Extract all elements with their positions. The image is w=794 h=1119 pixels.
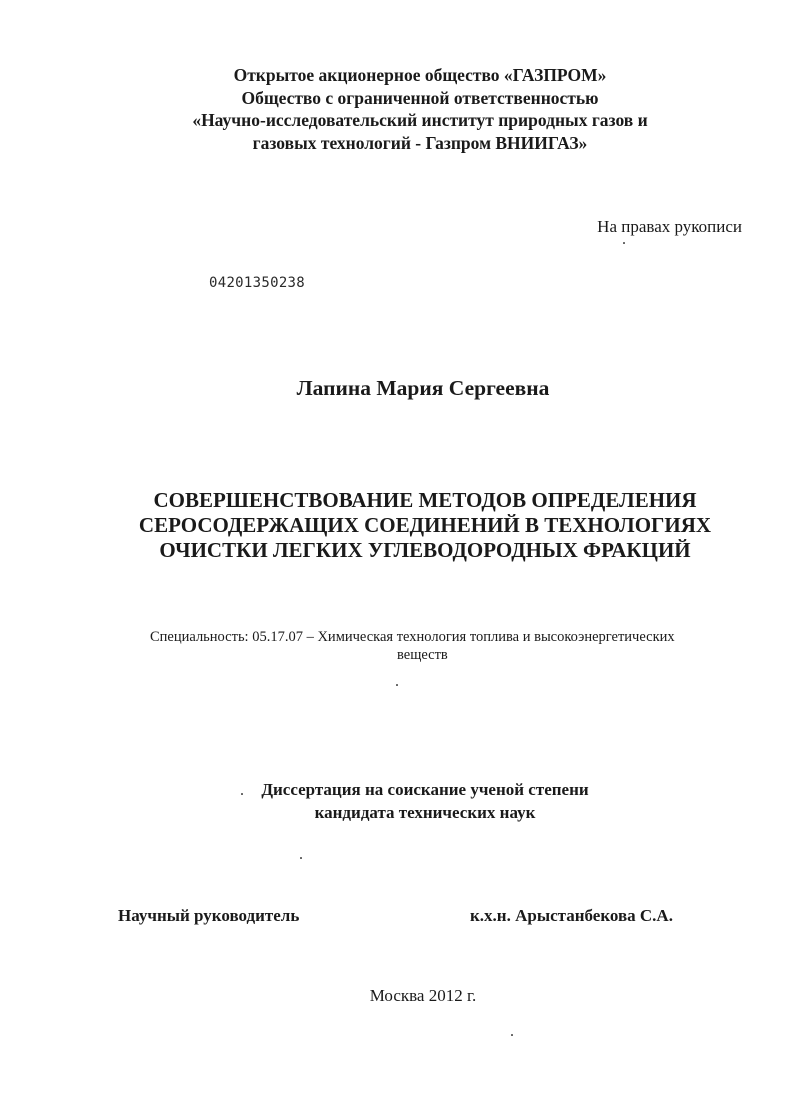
scan-speck xyxy=(511,1034,513,1036)
organization-line-2: Общество с ограниченной ответственностью xyxy=(241,87,599,108)
title-line-3: ОЧИСТКИ ЛЕГКИХ УГЛЕВОДОРОДНЫХ ФРАКЦИЙ xyxy=(159,538,691,562)
scan-speck xyxy=(623,242,625,244)
organization-line-4: газовых технологий - Газпром ВНИИГАЗ» xyxy=(252,132,588,153)
organization-header xyxy=(100,64,740,154)
specialty-line-2: веществ xyxy=(397,647,448,663)
degree-line-1: Диссертация на соискание ученой степени xyxy=(261,780,589,799)
degree-statement xyxy=(200,778,650,824)
author-name: Лапина Мария Сергеевна xyxy=(296,376,550,400)
rights-note: На правах рукописи xyxy=(597,217,742,236)
supervisor-label: Научный руководитель xyxy=(118,906,300,925)
specialty xyxy=(150,628,750,664)
organization-line-1: Открытое акционерное общество «ГАЗПРОМ» xyxy=(233,65,607,85)
registration-code: 04201350238 xyxy=(209,275,306,291)
degree-line-2: кандидата технических наук xyxy=(314,803,536,822)
organization-line-3: «Научно-исследовательский институт природных газов и xyxy=(192,110,648,130)
title-line-2: СЕРОСОДЕРЖАЩИХ СОЕДИНЕНИЙ В ТЕХНОЛОГИЯХ xyxy=(138,513,712,537)
specialty-line-1: Специальность: 05.17.07 – Химическая технология топлива и высокоэнергетических xyxy=(150,629,675,645)
dissertation-title xyxy=(90,488,760,563)
title-line-1: СОВЕРШЕНСТВОВАНИЕ МЕТОДОВ ОПРЕДЕЛЕНИЯ xyxy=(153,488,697,512)
city-year: Москва 2012 г. xyxy=(369,986,477,1005)
scan-speck xyxy=(300,857,302,859)
supervisor-name: к.х.н. Арыстанбекова С.А. xyxy=(470,906,673,925)
scan-speck xyxy=(396,684,398,686)
scan-speck xyxy=(241,793,243,795)
